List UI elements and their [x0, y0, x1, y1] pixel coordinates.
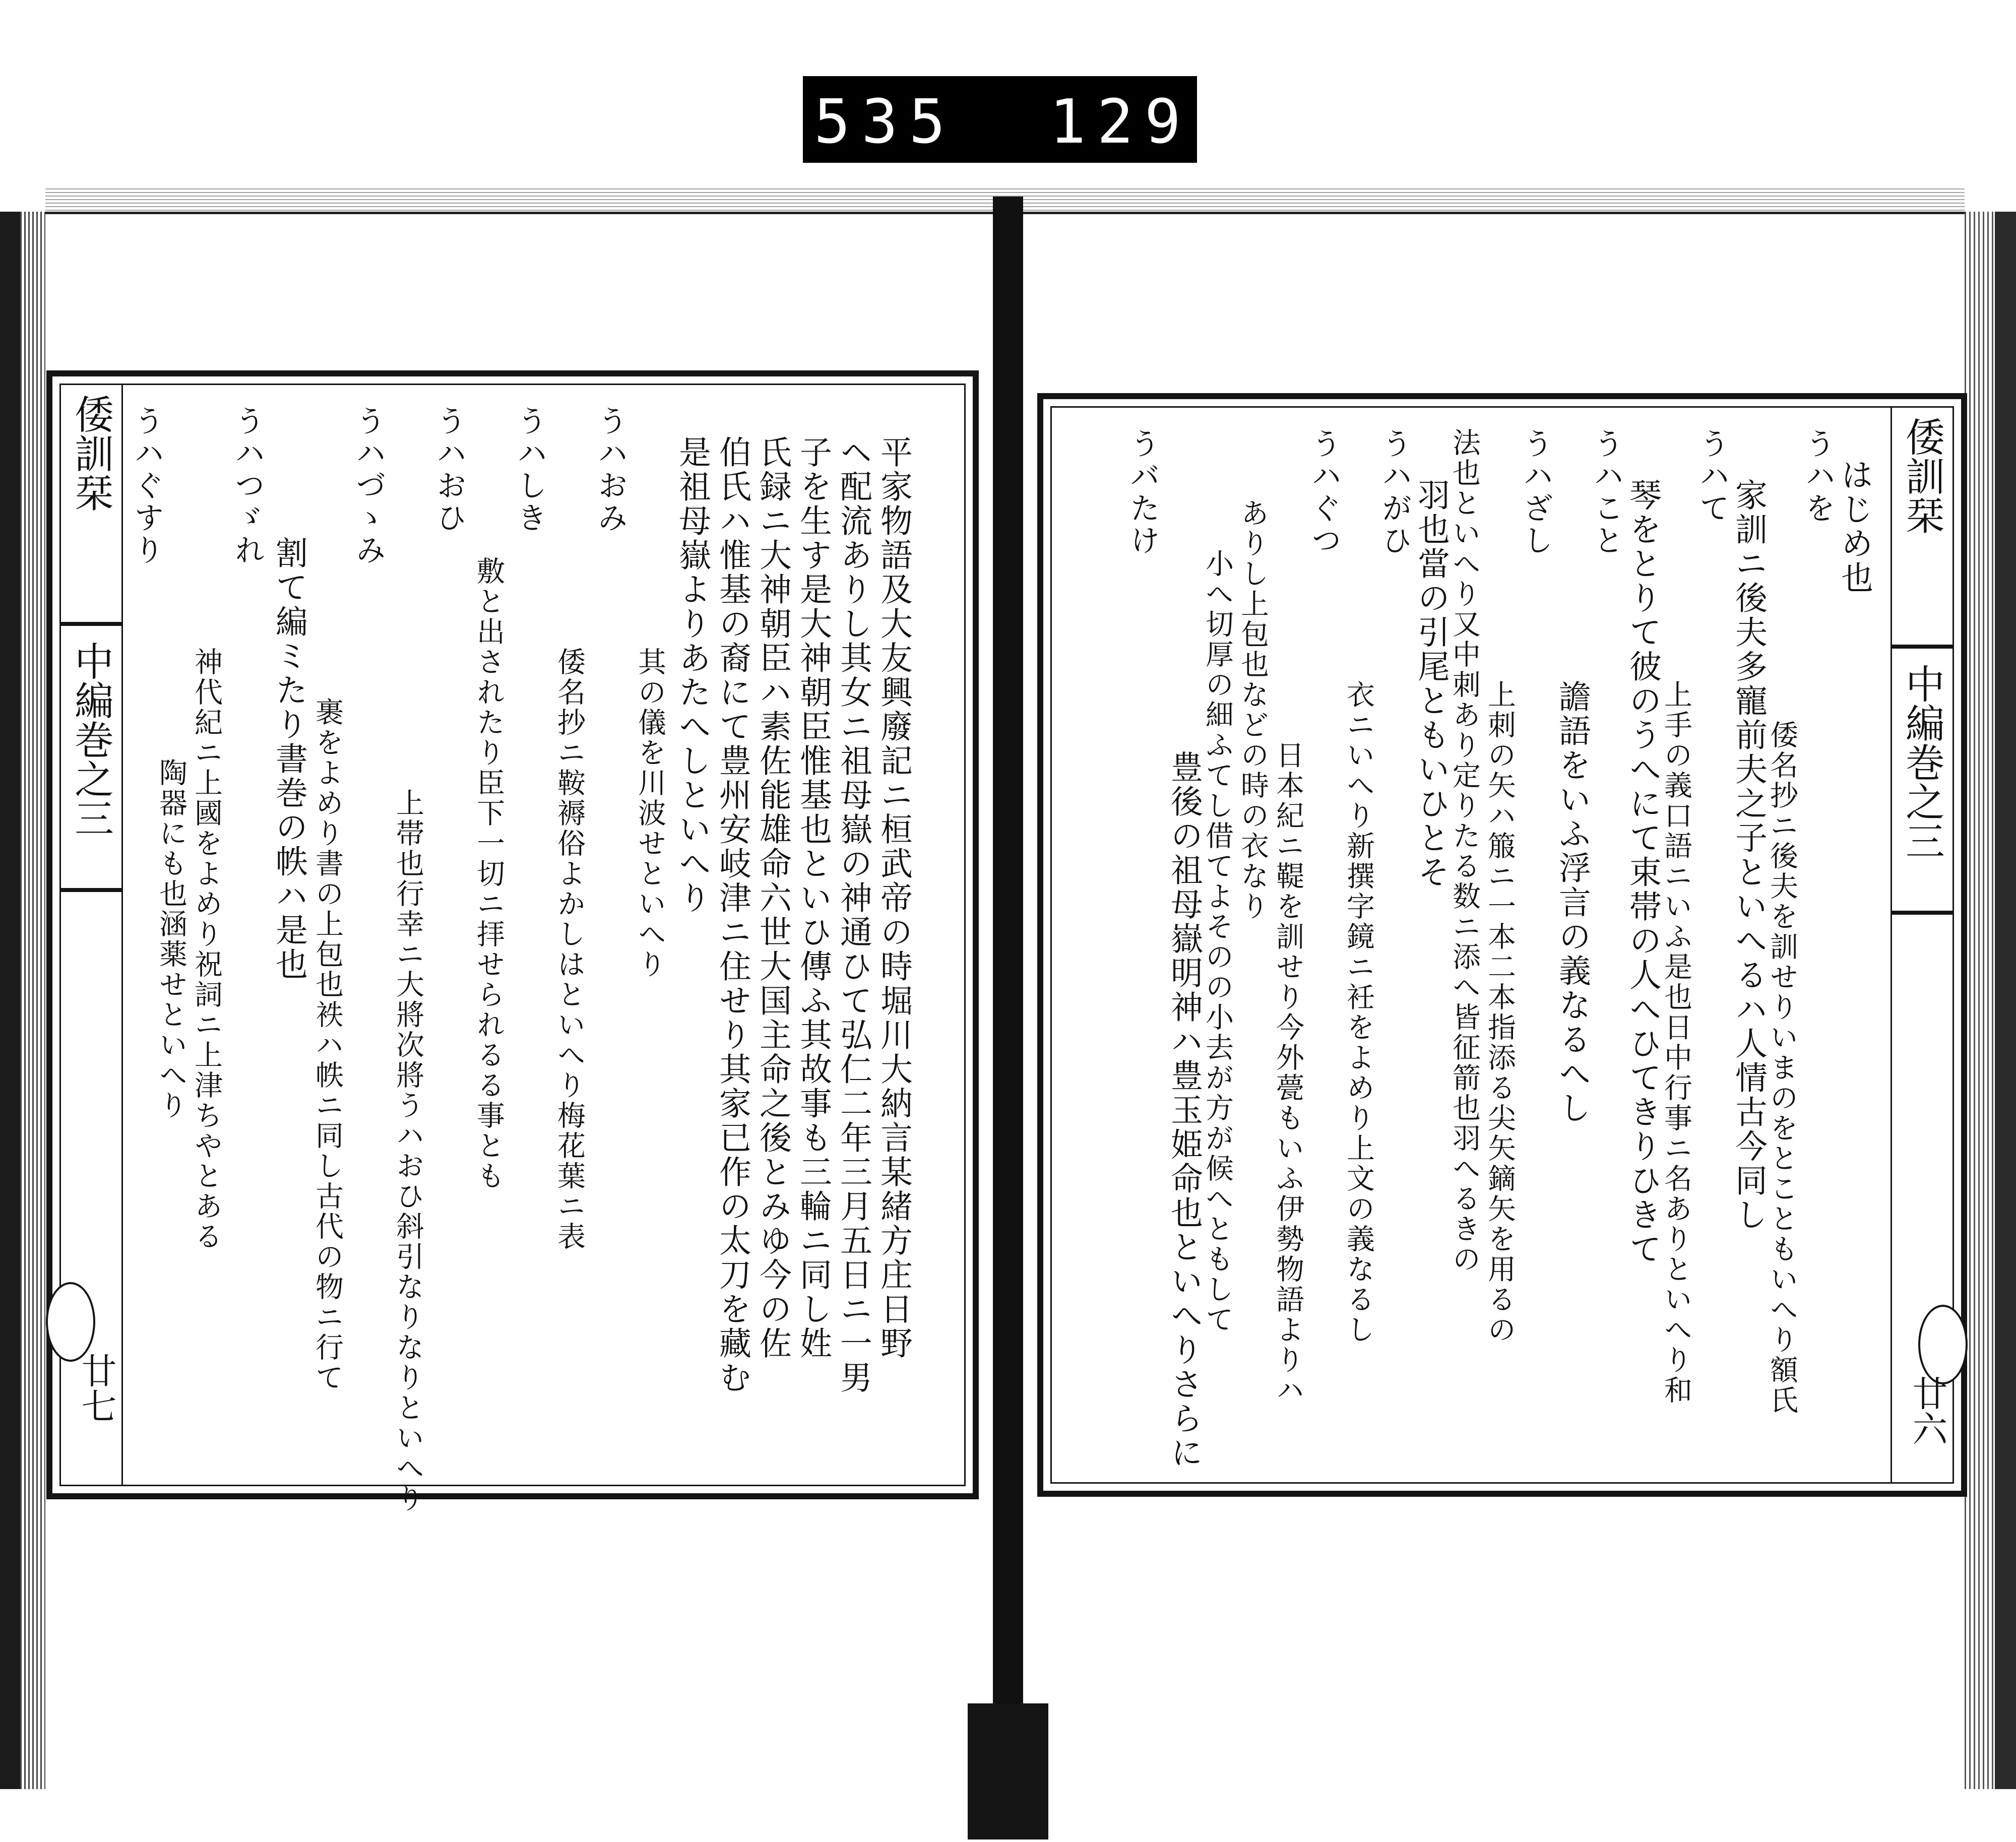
entry-heading: うハづゝみ: [351, 405, 386, 566]
text-column-note: 日本紀ニ鞮を訓せり今外甍もいふ伊勢物語よりハ: [1272, 740, 1304, 1406]
text-column-note: 法也といへり又中刺あり定りたる数ニ添へ皆征箭也羽へるきの: [1448, 428, 1481, 1275]
entry-heading: うバたけ: [1125, 428, 1160, 557]
entry-heading: うハがひ: [1377, 428, 1412, 557]
entry-heading: うハこと: [1589, 428, 1624, 557]
right-page-body: [1052, 408, 1952, 1482]
text-column: 羽也當の引尾ともいひとそ: [1412, 478, 1450, 890]
book-right-cover-edge: [1995, 212, 2016, 1789]
text-column-note: 倭名抄ニ後夫を訓せりいまのをとこともいへり額氏: [1766, 720, 1798, 1416]
text-column: ヘ配流ありし其女ニ祖母嶽の神通ひて弘仁二年三月五日ニ一男: [835, 435, 872, 1395]
text-column: 豊後の祖母嶽明神ハ豊玉姫命也といへりさらに: [1165, 750, 1203, 1470]
text-column-note: ありし上包也などの時の衣なり: [1236, 498, 1269, 922]
right-folio-number: 廿六: [1907, 1375, 1948, 1446]
entry-heading: うハおひ: [431, 405, 467, 534]
book-left-page-stack: [20, 212, 45, 1789]
book-spine-gutter: [993, 197, 1023, 1839]
text-column-note: 小へ切厚の細ふてし借てよそのの小去が方が候へともして: [1201, 549, 1234, 1335]
left-text-frame: [46, 370, 979, 1514]
accession-number-label: [803, 76, 1197, 163]
entry-heading: うハざし: [1518, 428, 1553, 557]
text-column: 割て編ミたり書巻の帙ハ是也: [270, 536, 307, 982]
text-column-note: 其の儀を川波せといへり: [634, 647, 666, 980]
right-volume-label: 中編巻之三: [1899, 664, 1944, 860]
accession-left-number: 535: [814, 87, 957, 157]
left-inner-border: [59, 384, 966, 1514]
left-book-title: 倭訓栞: [68, 394, 113, 512]
entry-heading: うハて: [1694, 428, 1730, 525]
entry-heading: うハおみ: [593, 405, 628, 534]
left-folio-number: 廿七: [76, 1353, 117, 1423]
text-column-note: 敷と出されたり臣下一切ニ拝せられるる事とも: [472, 556, 505, 1191]
text-column: 伯氏ハ惟基の裔にて豊州安岐津ニ住せり其家已作の太刀を藏む: [714, 435, 751, 1395]
text-column: 譫語をいふ浮言の義なるへし: [1553, 680, 1591, 1125]
entry-heading: うハつゞれ: [230, 405, 265, 566]
text-column: 氏録ニ大神朝臣ハ素佐能雄命六世大国主命之後とみゆ今の佐: [754, 435, 791, 1361]
text-column-note: 衣ニいへり新撰字鏡ニ衽をよめり上文の義なるし: [1342, 680, 1375, 1345]
entry-heading: うハしき: [512, 405, 547, 534]
entry-heading: うハを: [1800, 428, 1836, 525]
text-column: 家訓ニ後夫多寵前夫之子といへるハ人情古今同し: [1730, 478, 1767, 1232]
accession-right-number: 129: [1049, 87, 1192, 157]
book-left-cover-edge: [0, 212, 20, 1789]
book-spine-foot: [968, 1703, 1048, 1839]
entry-heading: うハぐすり: [129, 405, 164, 566]
entry-heading: うハぐつ: [1306, 428, 1342, 557]
text-column-note: 上刺の矢ハ箙ニ一本二本指添る尖矢鏑矢を用るの: [1483, 680, 1516, 1345]
text-column-note: 神代紀ニ上國をよめり祝詞ニ上津ちやとある: [190, 647, 223, 1252]
text-column-note: 倭名抄ニ鞍褥俗よかしはといへり梅花葉ニ表: [553, 647, 586, 1252]
text-column-note: 裹をよめり書の上包也袟ハ帙ニ同し古代の物ニ行て: [311, 697, 344, 1393]
text-column-note: 陶器にも也涵薬せといへり: [155, 758, 187, 1121]
text-column-note: 上手の義口語ニいふ是也日中行事ニ名ありといへり和: [1660, 680, 1692, 1406]
right-text-frame: [1037, 393, 1967, 1497]
text-column: 子を生す是大神朝臣惟基也といひ傳ふ其故事も三輪ニ同し姓: [794, 435, 832, 1361]
text-column: 是祖母嶽よりあたへしといへり: [673, 435, 711, 915]
right-inner-border: [1050, 406, 1954, 1484]
text-column: はじめ也: [1836, 458, 1873, 595]
left-volume-label: 中編巻之三: [68, 641, 113, 838]
book-right-page-stack: [1965, 212, 1995, 1789]
left-page-body: [61, 385, 964, 1514]
text-column: 平家物語及大友興廢記ニ桓武帝の時堀川大納言某緒方庄日野: [875, 435, 912, 1361]
right-book-title: 倭訓栞: [1899, 417, 1944, 535]
text-column-note: 上帯也行幸ニ大將次將うハおひ斜引なりなりといへり: [392, 788, 424, 1514]
text-column: 琴をとりて彼のうへにて束帯の人へひてきりひきて: [1624, 478, 1661, 1266]
